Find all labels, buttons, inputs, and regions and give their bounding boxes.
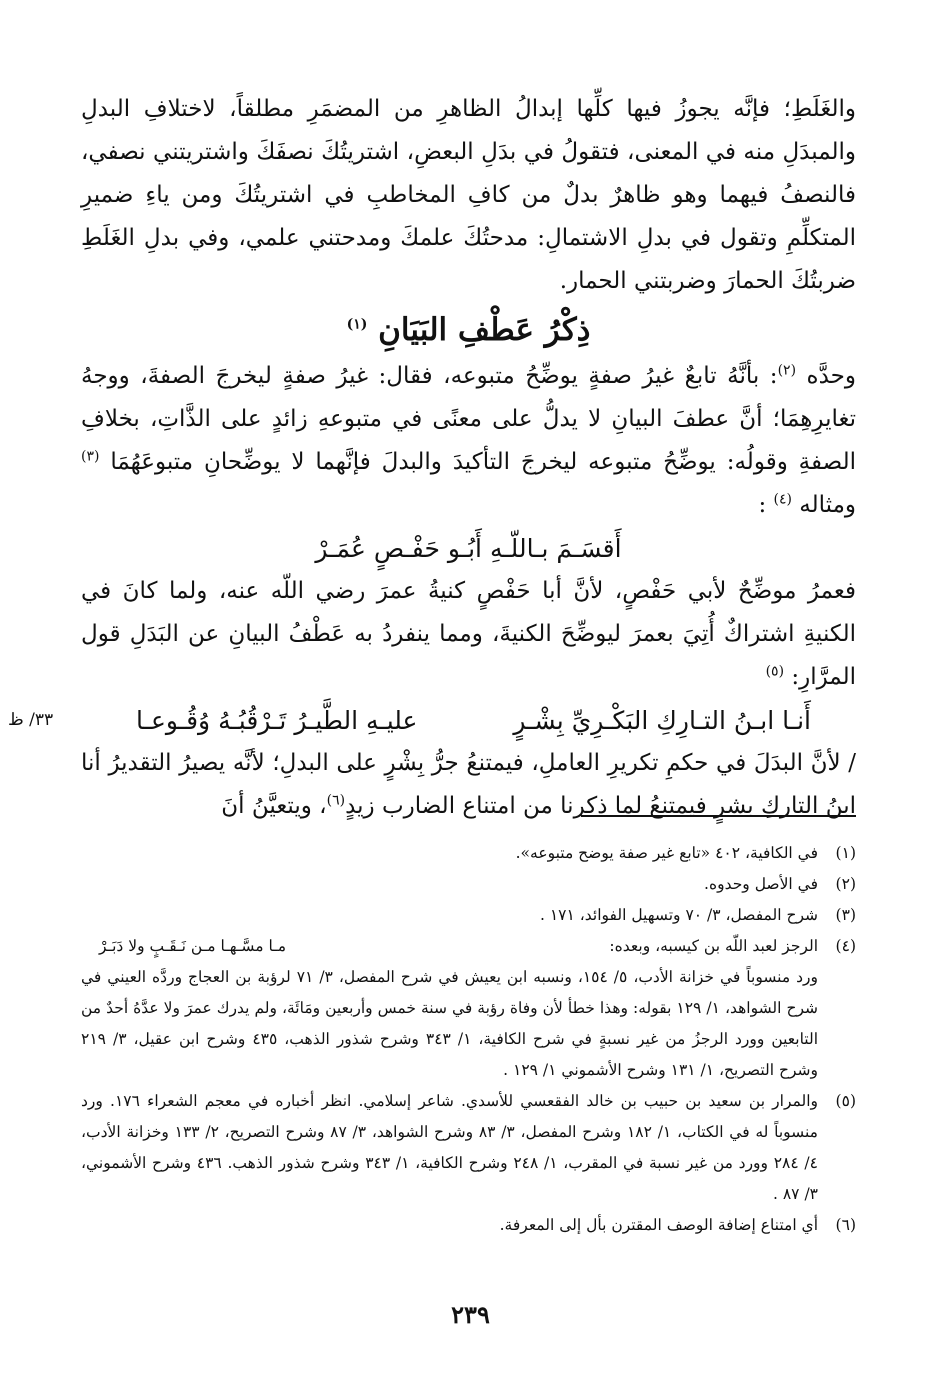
footnote-text: أي امتناع إضافة الوصف المقترن بأل إلى المعرفة. (499, 1216, 818, 1234)
paragraph-1: والغَلَطِ؛ فإنَّه يجوزُ فيها كلِّها إبدالُ الظاهرِ من المضمَرِ مطلقاً، لاختلافِ البدلِ والمبدَلِ منه في المعنى، فتقولُ في بدَلِ البعضِ، اشتريتُكَ نصفَكَ واشتريتني نصفي، فالنصفُ فيهما وهو ظاهرٌ بدلٌ من كافِ المخاطبِ في اشتريتُكَ ومن ياءِ ضميرِ المتكلِّمِ وتقول في بدلِ الاشتمالِ: مدحتُكَ علمكَ ومدحتني علمي، وفي بدلِ الغَلَطِ ضربتُكَ الحمارَ وضربتني الحمار. (81, 96, 857, 294)
footnote-text-continued: ورد منسوباً في خزانة الأدب، ٥/ ١٥٤، ونسبه ابن يعيش في شرح المفصل، ٣/ ٧١ لرؤبة بن العجاج وردَّه العيني في شرح الشواهد، ١/ ١٢٩ بقوله: وهذا خطأ لأن وفاة رؤبة في سنة خمس وأربعين ومَائَة، ولم يدرك عمرَ ولا عدَّهُ أحدٌ من التابعين وورد الرجزُ من غير نسبةٍ في شرح الكافية، ١/ ٣٤٣ وشرح شذور الذهب، ٤٣٥ وشرح ابن عقيل، ٣/ ٢١٩ وشرح التصريح، ١/ ١٣١ وشرح الأشموني ١/ ١٢٩ . (81, 968, 819, 1079)
section-heading (81, 305, 856, 355)
footnote-2 (81, 869, 856, 900)
verse-2-second-hemistich: عليـهِ الطَّيـرُ تَـرْقُبُـهُ وُقُـوعـا (136, 706, 418, 735)
footnote-4 (81, 931, 856, 1086)
heading-text: ذِكْرُ عَطْفِ البَيَانِ (378, 312, 591, 348)
footnote-separator (581, 815, 856, 817)
footnote-number: (٥) (835, 1092, 856, 1110)
footnote-5 (81, 1086, 856, 1210)
footnote-number: (٣) (835, 906, 856, 924)
footnote-ref-4: (٤) (773, 491, 792, 508)
footnote-number: (١) (835, 844, 856, 862)
paragraph-3: فعمرُ موضِّحٌ لأبي حَفْصٍ، لأنَّ أبا حَفْصٍ كنيةُ عمرَ رضي اللّه عنه، ولما كانَ في الكنيةِ اشتراكٌ أُتِيَ بعمرَ ليوضِّحَ الكنيةَ، ومما ينفردُ به عَطْفُ البيانِ عن البَدَلِ قول المرَّارِ: $^{(٥)}$ (81, 578, 856, 690)
footnote-ref-3: (٣) (81, 448, 100, 465)
footnotes (81, 838, 856, 1241)
paragraph-2: وحدَّه $^{(٢)}$: بأنَّهُ تابعٌ غيرُ صفةٍ يوضِّحُ متبوعه، فقال: غيرُ صفةٍ ليخرجَ الصفةَ، ووجهُ تغايرِهِمَا؛ أنَّ عطفَ البيانِ لا يدلُّ على معنًى في متبوعهِ زائدٍ على الذَّاتِ، بخلافِ الصفةِ وقولُه: يوضِّحُ متبوعه ليخرجَ التأكيدَ والبدلَ فإنَّهما لا يوضِّحانِ متبوعَهُمَا $^{(٣)}$ ومثاله $^{(٤)}$ : (81, 362, 856, 518)
footnote-text: شرح المفصل، ٣/ ٧٠ وتسهيل الفوائد، ١٧١ . (539, 906, 818, 924)
verse-2-first-hemistich: أَنـا ابـنُ التـارِكِ البَكْـرِيِّ بِشْـرٍ (513, 706, 811, 735)
footnote-text: الرجز لعبد اللّه بن كيسبه، وبعده: (609, 937, 818, 955)
heading-footnote-ref: (١) (346, 316, 368, 333)
footnote-6 (81, 1210, 856, 1241)
footnote-ref-5: (٥) (765, 663, 785, 680)
footnote-number: (٤) (835, 937, 856, 955)
paragraph-4: / لأنَّ البدَلَ في حكمِ تكريرِ العاملِ، فيمتنعُ جرُّ بِشْرٍ على البدلِ؛ لأنَّه يصيرُ التقديرُ أنا ابنُ التاركِ بشرٍ فيمتنعُ لما ذكرنا من امتناع الضارب زيدٍ$^{(٦)}$، ويتعيَّنُ أنَ (81, 750, 856, 819)
main-text (81, 88, 856, 828)
verse-1: أَقسَـمَ بـاللّـهِ أَبُـو حَفْـصٍ عُمَـرْ (315, 534, 622, 563)
verse-2 (81, 699, 856, 742)
footnote-ref-2: (٢) (777, 362, 797, 379)
footnote-text: والمرار بن سعيد بن حبيب بن خالد الفقعسي للأسدي. شاعر إسلامي. انظر أخباره في معجم الشعراء ١٧٦. ورد منسوباً له في الكتاب، ١/ ١٨٢ وشرح المفصل، ٣/ ٨٣ وشرح الشواهد، ٣/ ٨٧ وشرح التصريح، ٢/ ١٣٣ وخزانة الأدب، ٤/ ٢٨٤ وورد من غير نسبة في المقرب، ١/ ٢٤٨ وشرح الكافية، ١/ ٣٤٣ وشرح شذور الذهب. ٤٣٦ وشرح الأشموني، ٣/ ٨٧ . (81, 1092, 818, 1203)
footnote-number: (٢) (835, 875, 856, 893)
footnote-verse: مـا مسَّـهـا مـن نَـقَـبٍ ولا دَبَـرْ (99, 937, 287, 955)
footnote-ref-6: (٦) (326, 792, 346, 809)
footnote-1 (81, 838, 856, 869)
manuscript-folio-marker: ٣٣/ ظ (8, 710, 54, 730)
footnote-text: في الكافية، ٤٠٢ «تابع غير صفة يوضح متبوعه». (515, 844, 818, 862)
footnote-number: (٦) (835, 1216, 856, 1234)
page-number: ٢٣٩ (451, 1300, 490, 1329)
footnote-text: في الأصل وحدوه. (704, 875, 818, 893)
footnote-3 (81, 900, 856, 931)
